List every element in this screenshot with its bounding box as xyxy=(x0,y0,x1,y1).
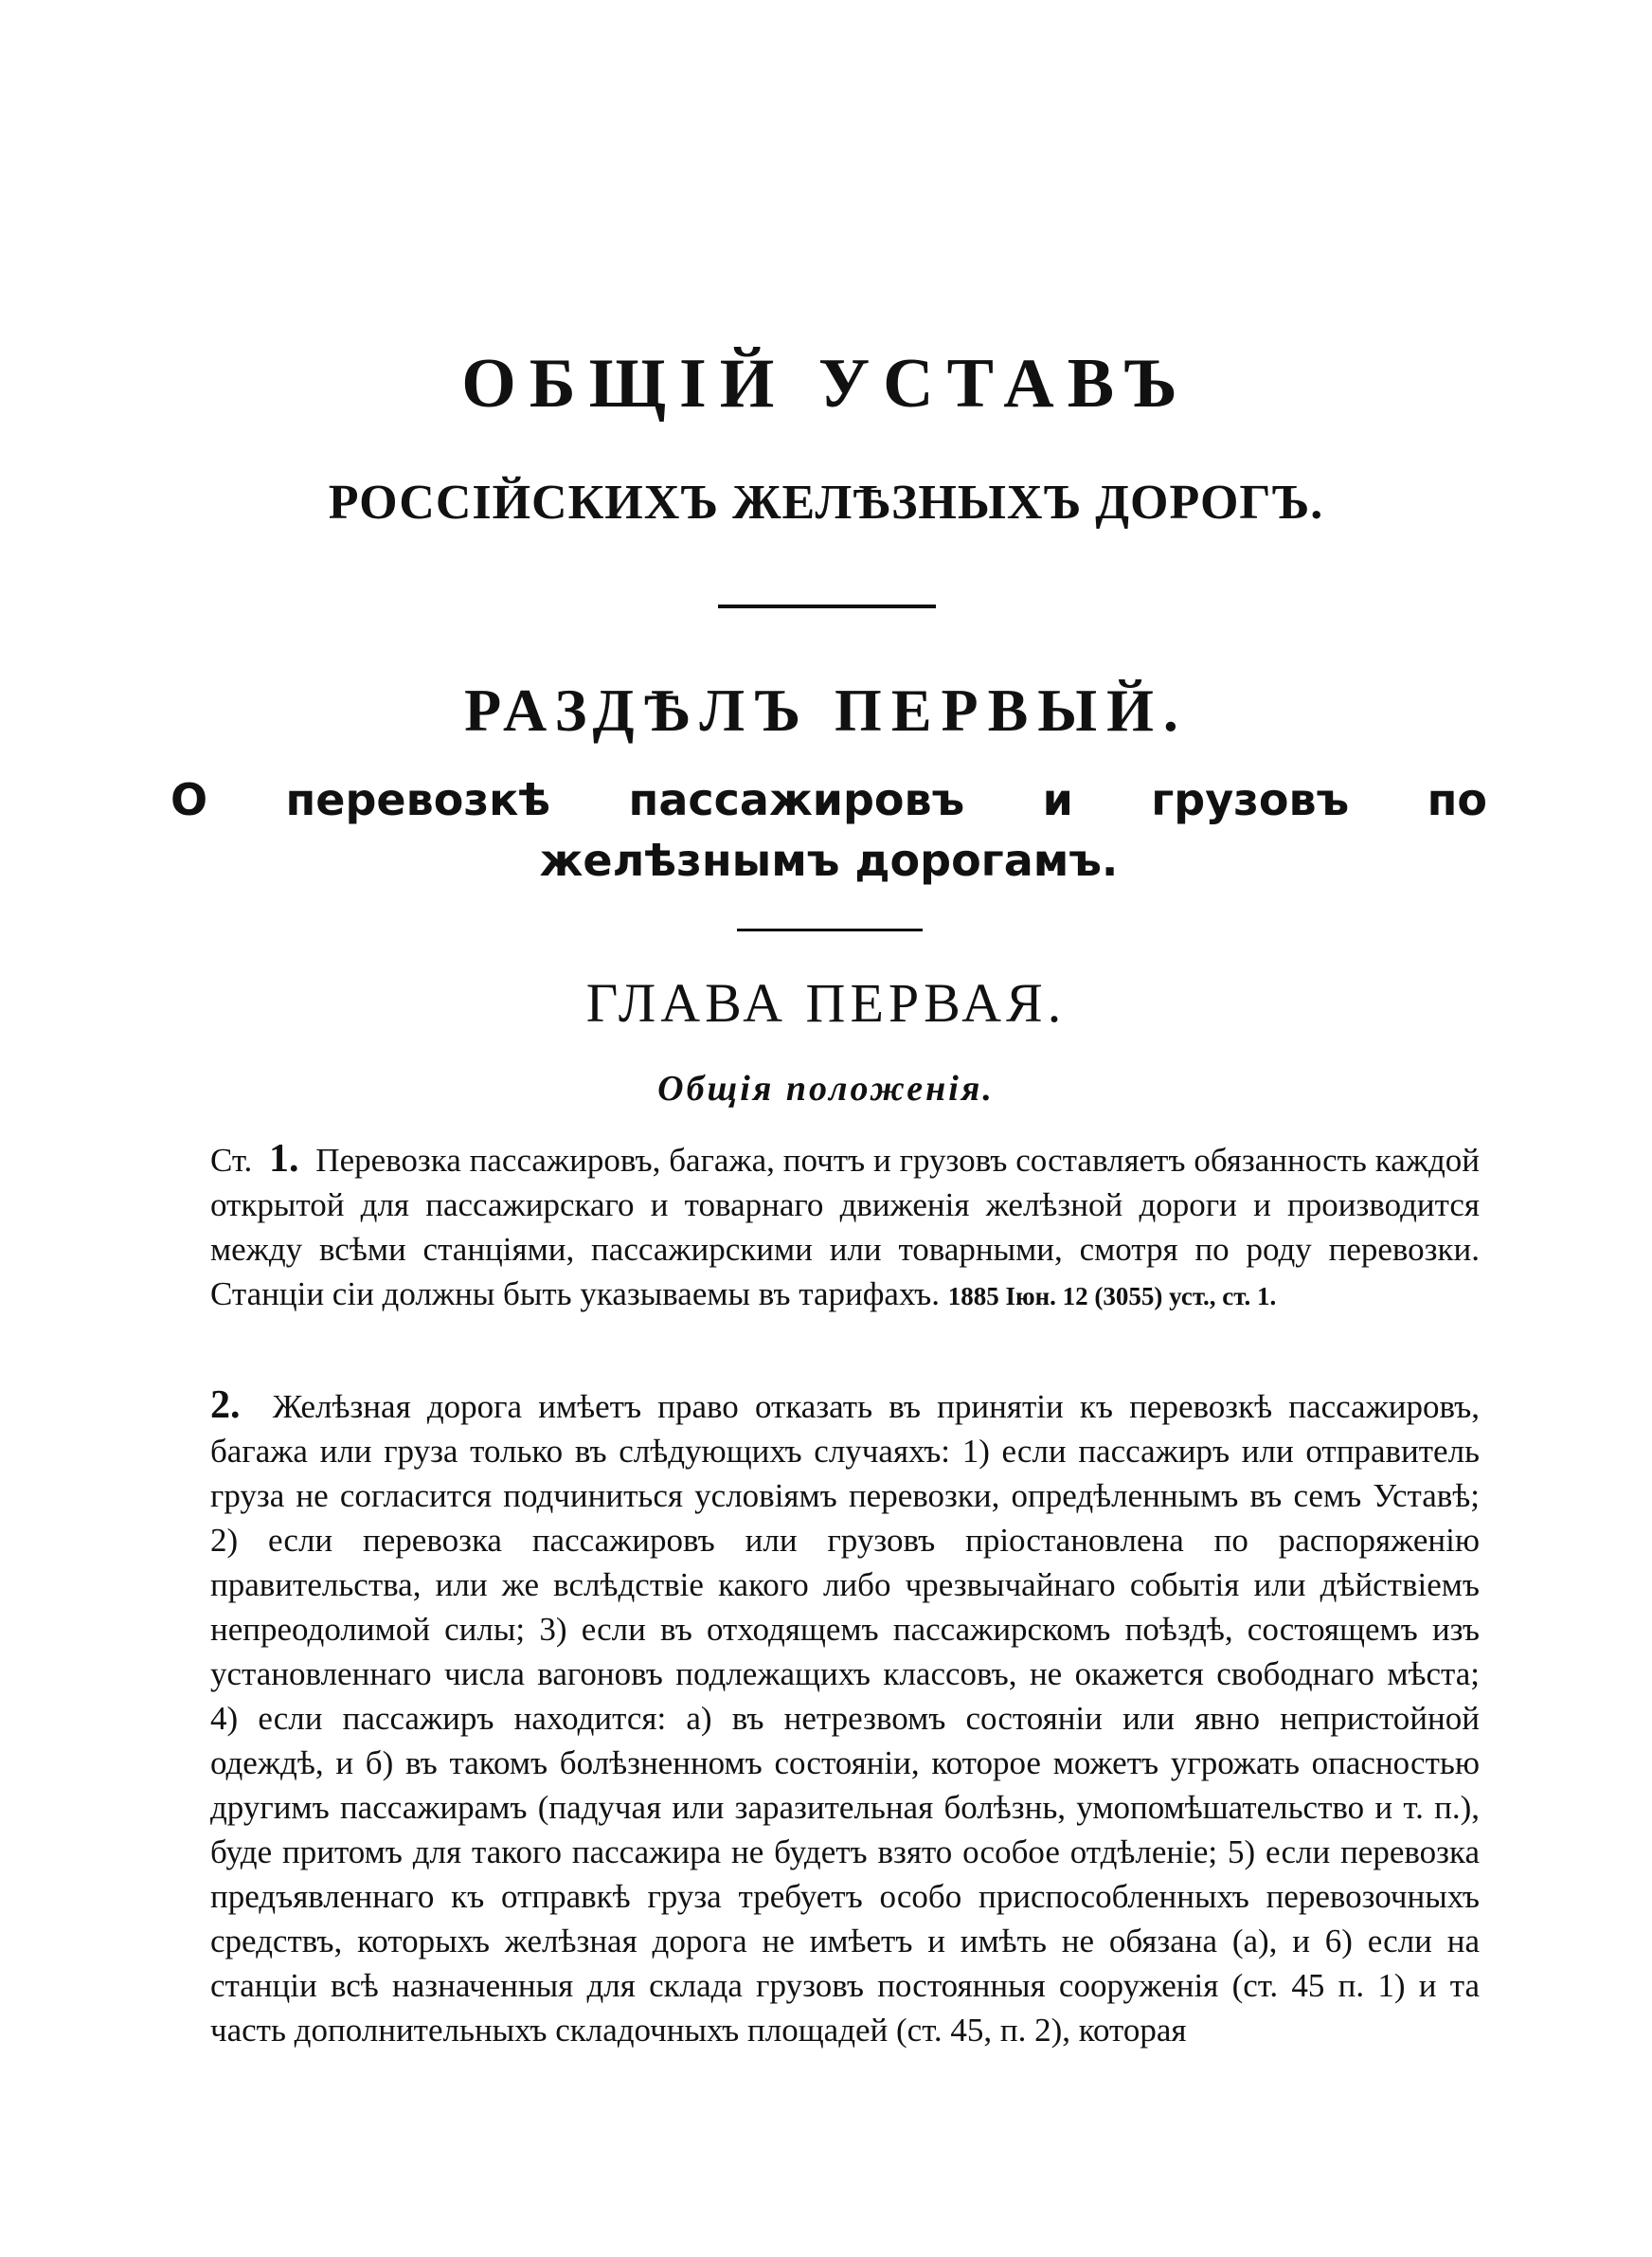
divider-rule xyxy=(718,605,936,608)
article-number: 1. xyxy=(269,1137,299,1181)
document-subtitle: РОССІЙСКИХЪ ЖЕЛѢЗНЫХЪ ДОРОГЪ. xyxy=(328,476,1324,530)
article-prefix: Ст. xyxy=(210,1142,253,1179)
article-2 xyxy=(210,1383,1480,2052)
article-number: 2. xyxy=(210,1383,241,1427)
divider-rule xyxy=(737,929,923,931)
article-text: Перевозка пассажировъ, багажа, почтъ и грузовъ составляетъ обязанность каждой открытой для пассажирскаго и товарнаго движенія желѣзной дороги и производится между всѣми станціями, пассажирскими или товарными, смотря по роду перевозки. Станціи сіи должны быть указываемы въ тарифахъ. xyxy=(210,1142,1480,1312)
document-title: ОБЩІЙ УСТАВЪ xyxy=(461,345,1191,423)
article-citation: 1885 Іюн. 12 (3055) уст., ст. 1. xyxy=(947,1282,1277,1310)
chapter-title: ГЛАВА ПЕРВАЯ. xyxy=(585,972,1067,1034)
chapter-subtitle: Общія положенія. xyxy=(657,1069,995,1109)
article-text: Желѣзная дорога имѣетъ право отказать въ принятіи къ перевозкѣ пассажировъ, багажа или груза только въ слѣдующихъ случаяхъ: 1) если пассажиръ или отправитель груза не согласится подчиниться условіямъ перевозки, опредѣленнымъ въ семъ Уставѣ; 2) если перевозка пассажировъ или грузовъ пріостановлена по распоряженію правительства, или же вслѣдствіе какого либо чрезвычайнаго событія или дѣйствіемъ непреодолимой силы; 3) если въ отходящемъ пассажирскомъ поѣздѣ, состоящемъ изъ установленнаго числа вагоновъ подлежащихъ классовъ, не окажется свободнаго мѣста; 4) если пассажиръ находится: а) въ нетрезвомъ состояніи или явно непристойной одеждѣ, и б) въ такомъ болѣзненномъ состояніи, которое можетъ угрожать опасностью другимъ пассажирамъ (падучая или заразительная болѣзнь, умопомѣшательство и т. п.), буде притомъ для такого пассажира не будетъ взято особое отдѣленіе; 5) если перевозка предъявленнаго къ отправкѣ груза требуетъ особо приспособленныхъ перевозочныхъ средствъ, которыхъ желѣзная дорога не имѣетъ и имѣть не обязана (а), и 6) если на станціи всѣ назначенныя для склада грузовъ постоянныя сооруженія (ст. 45 п. 1) и та часть дополнительныхъ складочныхъ площадей (ст. 45, п. 2), которая xyxy=(210,1388,1481,2049)
section-title: РАЗДѢЛЪ ПЕРВЫЙ. xyxy=(464,677,1188,744)
article-1 xyxy=(210,1137,1480,1319)
section-subtitle: О перевозкѣ пассажировъ и грузовъ по желѣзнымъ дорогамъ. xyxy=(171,774,1487,886)
